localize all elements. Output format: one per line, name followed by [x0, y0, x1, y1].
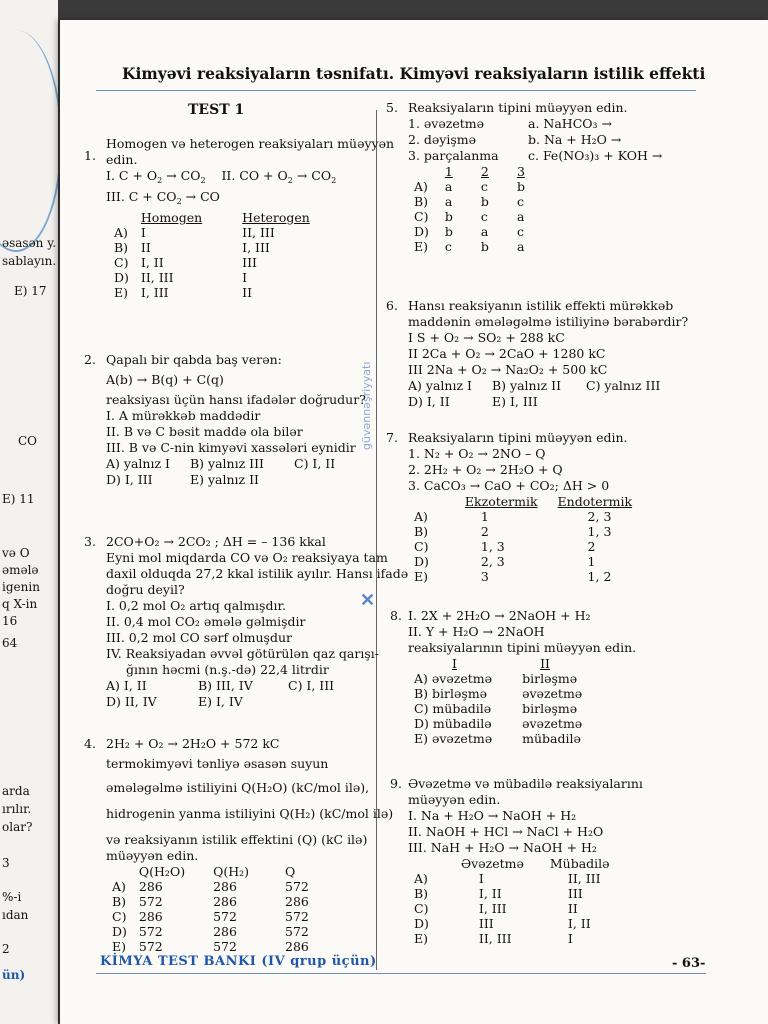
question-text: hidrogenin yanma istiliyini Q(H₂) (kC/mol ilə) [106, 806, 394, 821]
prev-frag: 64 [2, 636, 18, 650]
question-text: edin. [106, 152, 138, 167]
answer-table [108, 210, 316, 300]
question-number: 7. [386, 430, 398, 445]
answer-option[interactable]: E) 572 572 286 [112, 939, 309, 954]
reaction-line: I. $C + O_2 \to CO_2$ II. CO + $O_2 \to CO_2$ [106, 168, 337, 185]
answer-option[interactable]: A) 286 286 572 [112, 879, 309, 894]
prev-frag: əmələ [2, 563, 39, 577]
answer-option[interactable]: B) 572 286 286 [112, 894, 309, 909]
answer-option[interactable]: D) II, IV [106, 694, 157, 709]
question-text: reaksiyası üçün hansı ifadələr doğrudur? [106, 392, 366, 407]
prev-frag: əsasən y. [2, 236, 57, 250]
answer-option[interactable]: A) yalnız I [106, 456, 170, 471]
prev-frag: q X-in [2, 597, 38, 611]
previous-page-strip [0, 0, 58, 1024]
book-footer-title: KİMYA TEST BANKI (IV qrup üçün) [100, 954, 377, 969]
answer-option[interactable]: B) yalnız III [190, 456, 264, 471]
answer-option[interactable]: E) c b a [414, 239, 525, 254]
question-number: 1. [84, 148, 96, 163]
reaction-line: II. NaOH + HCl → NaCl + H₂O [408, 824, 604, 839]
answer-option[interactable]: B) III, IV [198, 678, 253, 693]
statement: ğının həcmi (n.ş.-də) 22,4 litrdir [126, 662, 329, 677]
prev-frag: E) 17 [14, 284, 47, 298]
statement: IV. Reaksiyadan əvvəl götürülən qaz qarışı- [106, 646, 379, 661]
answer-option[interactable]: C) I, III II [414, 901, 578, 916]
answer-option[interactable]: E) I, III II [114, 285, 253, 300]
question-number: 6. [386, 298, 398, 313]
prev-frag: ün) [2, 968, 26, 982]
question-text: termokimyəvi tənliyə əsasən suyun [106, 756, 329, 771]
reaction-type: 2. dəyişmə [408, 132, 477, 147]
answer-option[interactable]: D) II, III I [114, 270, 248, 285]
reaction-type: 3. parçalanma [408, 148, 499, 163]
question-text: müəyyən edin. [408, 792, 501, 807]
answer-option[interactable]: B) I, II III [414, 886, 583, 901]
reaction-item: b. Na + H₂O → [528, 132, 622, 147]
answer-option[interactable]: A) 1 2, 3 [414, 509, 612, 524]
answer-option[interactable]: B) a b c [414, 194, 524, 209]
column-header: 3 [516, 164, 525, 179]
watermark-logo-icon: ✕ [360, 590, 376, 611]
answer-option[interactable]: E) I, III [492, 394, 538, 409]
reaction-line: II. Y + H₂O → 2NaOH [408, 624, 545, 639]
question-text: müəyyən edin. [106, 848, 199, 863]
page-number: - 63- [672, 956, 706, 971]
question-number: 5. [386, 100, 398, 115]
column-header: I [452, 656, 457, 671]
reaction-line: I S + O₂ → SO₂ + 288 kC [408, 330, 565, 345]
question-text: maddənin əmələgəlmə istiliyinə bərabərdir? [408, 314, 689, 329]
column-header: Əvəzetmə [460, 856, 524, 871]
prev-frag: və O [2, 546, 30, 560]
answer-option[interactable]: A) I II, III [414, 871, 601, 886]
answer-option[interactable]: A) əvəzetmə birləşmə [414, 671, 578, 686]
question-text: Reaksiyaların tipini müəyyən edin. [408, 430, 628, 445]
title-rule [96, 90, 696, 91]
answer-option[interactable]: A) yalnız I [408, 378, 472, 393]
answer-table [408, 494, 638, 584]
question-text: doğru deyil? [106, 582, 185, 597]
reaction-line: 2H₂ + O₂ → 2H₂O + 572 kC [106, 736, 280, 751]
column-header: Q(H₂O) [138, 864, 186, 879]
answer-table [106, 864, 315, 954]
reaction-line: II 2Ca + O₂ → 2CaO + 1280 kC [408, 346, 606, 361]
question-number: 8. [390, 608, 402, 623]
answer-option[interactable]: B) yalnız II [492, 378, 562, 393]
reaction-item: c. Fe(NO₃)₃ + KOH → [528, 148, 663, 163]
statement: II. B və C bəsit maddə ola bilər [106, 424, 303, 439]
answer-option[interactable]: C) I, II [294, 456, 336, 471]
previous-page-graph-curve [0, 30, 58, 252]
watermark-text: güvənnəşriyyatı [360, 361, 373, 450]
statement: II. 0,4 mol CO₂ əmələ gəlmişdir [106, 614, 306, 629]
question-text: Homogen və heterogen reaksiyaları müəyyən [106, 136, 395, 151]
reaction-type: 1. əvəzetmə [408, 116, 485, 131]
answer-option[interactable]: D) mübadilə əvəzetmə [414, 716, 583, 731]
answer-option[interactable]: E) 3 1, 2 [414, 569, 612, 584]
reaction-line: I. 2X + 2H₂O → 2NaOH + H₂ [408, 608, 591, 623]
answer-table [408, 164, 531, 254]
prev-frag: 16 [2, 614, 18, 628]
question-number: 2. [84, 352, 96, 367]
column-header: Ekzotermik [464, 494, 538, 509]
question-text: Əvəzetmə və mübadilə reaksiyalarını [408, 776, 643, 791]
answer-option[interactable]: C) I, II III [114, 255, 257, 270]
prev-frag: 2 [2, 942, 10, 956]
question-number: 3. [84, 534, 96, 549]
column-header: Q [285, 864, 296, 879]
question-text: Eyni mol miqdarda CO və O₂ reaksiyaya tam [106, 550, 388, 565]
answer-option[interactable]: E) əvəzetmə mübadilə [414, 731, 581, 746]
answer-option[interactable]: D) I, III [106, 472, 153, 487]
statement: I. 0,2 mol O₂ artıq qalmışdır. [106, 598, 287, 613]
prev-frag: 3 [2, 856, 10, 870]
reaction-line: III. $C + CO_2$ → CO [106, 189, 220, 206]
reaction-line: A(b) → B(q) + C(q) [106, 372, 224, 387]
question-number: 9. [390, 776, 402, 791]
answer-option[interactable]: A) I II, III [114, 225, 275, 240]
reaction-line: 1. N₂ + O₂ → 2NO – Q [408, 446, 546, 461]
column-header: II [540, 656, 550, 671]
statement: III. B və C-nin kimyəvi xassələri eynidir [106, 440, 356, 455]
answer-option[interactable]: E) I, IV [198, 694, 243, 709]
question-text: reaksiyalarının tipini müəyyən edin. [408, 640, 637, 655]
page-title: Kimyəvi reaksiyaların təsnifatı. Kimyəvi reaksiyaların istilik effekti [122, 64, 706, 83]
test-title: TEST 1 [188, 102, 245, 118]
column-header: Endotermik [557, 494, 633, 509]
answer-option[interactable]: B) 2 1, 3 [414, 524, 612, 539]
prev-frag: arda [2, 784, 30, 798]
answer-option[interactable]: A) a c b [414, 179, 525, 194]
prev-frag: ıdan [2, 908, 29, 922]
statement: III. 0,2 mol CO sərf olmuşdur [106, 630, 293, 645]
prev-frag: sablayın. [2, 254, 57, 268]
answer-option[interactable]: D) I, II [408, 394, 450, 409]
answer-option[interactable]: D) 2, 3 1 [414, 554, 596, 569]
column-header: Q(H₂) [213, 864, 249, 879]
reaction-line: 2. 2H₂ + O₂ → 2H₂O + Q [408, 462, 563, 477]
prev-frag: E) 11 [2, 492, 35, 506]
prev-frag: igenin [2, 580, 40, 594]
answer-option[interactable]: D) 572 286 572 [112, 924, 309, 939]
answer-option[interactable]: C) b c a [414, 209, 525, 224]
book-page [60, 20, 768, 1024]
answer-option[interactable]: C) 286 572 572 [112, 909, 309, 924]
answer-option[interactable]: B) birləşmə əvəzetmə [414, 686, 583, 701]
question-text: Qapalı bir qabda baş verən: [106, 352, 282, 367]
column-header: Heterogen [242, 210, 310, 225]
reaction-line: 3. CaCO₃ → CaO + CO₂; ΔH > 0 [408, 478, 610, 493]
answer-option[interactable]: B) II I, III [114, 240, 270, 255]
answer-option[interactable]: C) 1, 3 2 [414, 539, 596, 554]
answer-option[interactable]: C) yalnız III [586, 378, 661, 393]
question-text: və reaksiyanın istilik effektini (Q) (kC ilə) [106, 832, 368, 847]
answer-option[interactable]: C) I, III [288, 678, 335, 693]
answer-option[interactable]: D) b a c [414, 224, 524, 239]
answer-option[interactable]: D) III I, II [414, 916, 591, 931]
question-number: 4. [84, 736, 96, 751]
question-text: əmələgəlmə istiliyini Q(H₂O) (kC/mol ilə), [106, 780, 370, 795]
reaction-line: III. NaH + H₂O → NaOH + H₂ [408, 840, 597, 855]
reaction-line: 2CO+O₂ → 2CO₂ ; ΔH = – 136 kkal [106, 534, 326, 549]
column-header: 2 [480, 164, 489, 179]
reaction-item: a. NaHCO₃ → [528, 116, 612, 131]
reaction-line: I. Na + H₂O → NaOH + H₂ [408, 808, 577, 823]
prev-frag: olar? [2, 820, 33, 834]
answer-table [408, 856, 616, 946]
answer-option[interactable]: E) yalnız II [190, 472, 259, 487]
answer-table [408, 656, 588, 746]
footer-rule [96, 973, 706, 974]
prev-frag: %-i [2, 890, 22, 904]
reaction-line: III 2Na + O₂ → Na₂O₂ + 500 kC [408, 362, 608, 377]
question-text: daxil olduqda 27,2 kkal istilik ayılır. Hansı ifadə [106, 566, 409, 581]
answer-option[interactable]: A) I, II [106, 678, 147, 693]
question-text: Reaksiyaların tipini müəyyən edin. [408, 100, 628, 115]
column-header: Homogen [140, 210, 203, 225]
statement: I. A mürəkkəb maddədir [106, 408, 261, 423]
column-header: 1 [444, 164, 453, 179]
column-header: Mübadilə [549, 856, 610, 871]
question-text: Hansı reaksiyanın istilik effekti mürəkkəb [408, 298, 674, 313]
answer-option[interactable]: C) mübadilə birləşmə [414, 701, 578, 716]
prev-frag: CO [18, 434, 38, 448]
prev-frag: ırılır. [2, 802, 32, 816]
answer-option[interactable]: E) II, III I [414, 931, 573, 946]
